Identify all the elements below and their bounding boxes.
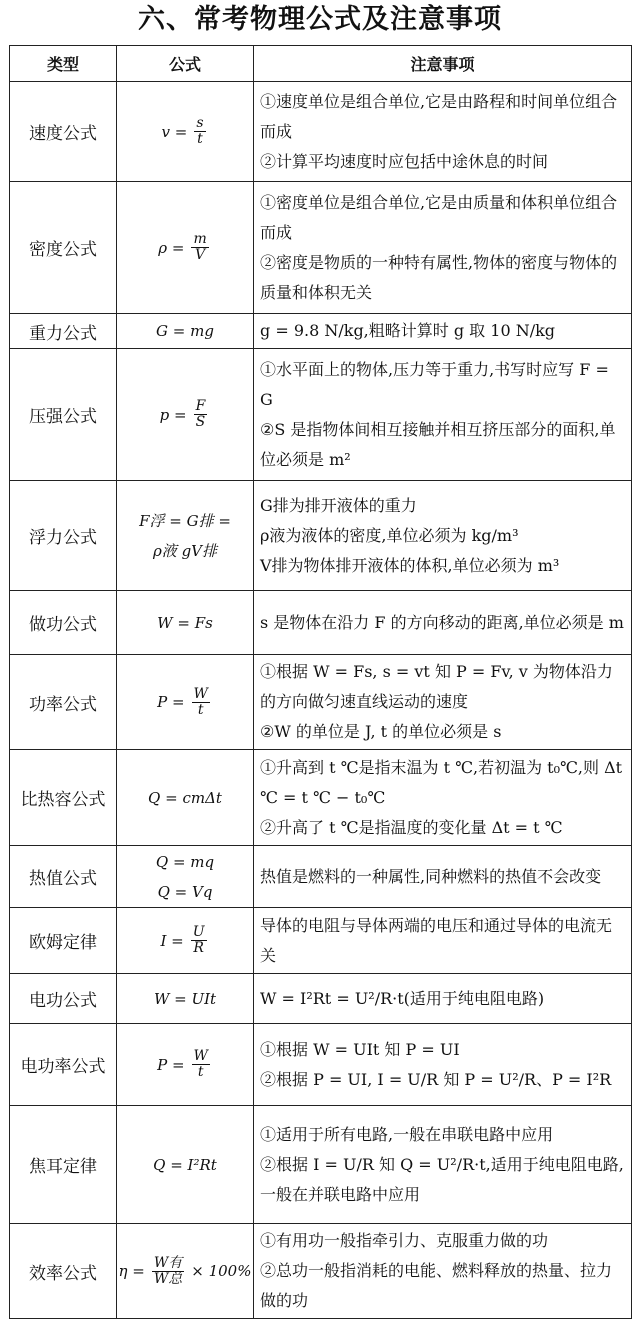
formula-type: 电功公式 bbox=[10, 974, 117, 1024]
formula-line: F浮 = G排 = bbox=[139, 511, 231, 530]
formula-fraction bbox=[191, 232, 208, 263]
formula-lhs: η = bbox=[118, 1262, 145, 1280]
formula-cell bbox=[117, 349, 254, 481]
table-row bbox=[10, 1106, 632, 1224]
formula-cell bbox=[117, 591, 254, 655]
note-line: V排为物体排开液体的体积,单位必须为 m³ bbox=[260, 555, 560, 575]
note-line: ②总功一般指消耗的电能、燃料释放的热量、拉力做的功 bbox=[260, 1261, 613, 1310]
formula-expression bbox=[119, 1256, 252, 1287]
notes-cell bbox=[254, 655, 632, 750]
header-notes: 注意事项 bbox=[254, 46, 632, 82]
formula-expression bbox=[157, 687, 213, 718]
formula-type: 欧姆定律 bbox=[10, 908, 117, 974]
note-line: g = 9.8 N/kg,粗略计算时 g 取 10 N/kg bbox=[260, 321, 556, 340]
formula-fraction bbox=[152, 1256, 184, 1287]
note-line: 导体的电阻与导体两端的电压和通过导体的电流无关 bbox=[260, 915, 613, 965]
formula-cell bbox=[117, 908, 254, 974]
note-line: ②密度是物质的一种特有属性,物体的密度与物体的质量和体积无关 bbox=[260, 252, 618, 302]
formula-text: W = UIt bbox=[153, 989, 217, 1008]
notes-cell bbox=[254, 908, 632, 974]
fraction-denominator: V bbox=[195, 247, 206, 263]
formula-line: ρ液 gV排 bbox=[152, 541, 218, 560]
table-row bbox=[10, 750, 632, 846]
formula-cell bbox=[117, 182, 254, 314]
table-row bbox=[10, 1224, 632, 1319]
table-row bbox=[10, 182, 632, 314]
formula-expression bbox=[157, 1049, 213, 1080]
formula-text: Q = I²Rt bbox=[153, 1155, 217, 1174]
fraction-denominator: t bbox=[197, 701, 204, 718]
formula-lhs: I = bbox=[160, 931, 184, 950]
notes-cell bbox=[254, 182, 632, 314]
note-line: ①有用功一般指牵引力、克服重力做的功 bbox=[260, 1231, 549, 1250]
formula-cell bbox=[117, 481, 254, 591]
note-line: ②计算平均速度时应包括中途休息的时间 bbox=[260, 151, 549, 171]
formula-fraction bbox=[194, 116, 205, 147]
table-row bbox=[10, 591, 632, 655]
formula-expression bbox=[162, 116, 209, 147]
formula-fraction bbox=[192, 687, 210, 718]
formula-lhs: p = bbox=[159, 405, 187, 424]
table-row bbox=[10, 655, 632, 750]
note-line: ①适用于所有电路,一般在串联电路中应用 bbox=[260, 1124, 554, 1144]
formula-type: 比热容公式 bbox=[10, 750, 117, 846]
note-line: ρ液为液体的密度,单位必须为 kg/m³ bbox=[260, 525, 519, 545]
note-line: ①根据 W = Fs, s = vt 知 P = Fv, v 为物体沿力的方向做匀速直线运动的速度 bbox=[260, 662, 613, 711]
table-row bbox=[10, 846, 632, 908]
notes-cell bbox=[254, 314, 632, 349]
formula-table bbox=[9, 45, 632, 1319]
formula-fraction bbox=[191, 925, 207, 956]
formula-type: 重力公式 bbox=[10, 314, 117, 349]
formula-cell bbox=[117, 1224, 254, 1319]
formula-cell bbox=[117, 846, 254, 908]
note-line: ②W 的单位是 J, t 的单位必须是 s bbox=[260, 722, 502, 741]
formula-cell bbox=[117, 314, 254, 349]
formula-lhs: ρ = bbox=[158, 238, 185, 257]
note-line: 热值是燃料的一种属性,同种燃料的热值不会改变 bbox=[260, 866, 602, 886]
fraction-numerator: s bbox=[196, 115, 204, 131]
table-row bbox=[10, 82, 632, 182]
table-row bbox=[10, 314, 632, 349]
formula-cell bbox=[117, 655, 254, 750]
table-row bbox=[10, 481, 632, 591]
formula-type: 功率公式 bbox=[10, 655, 117, 750]
table-row bbox=[10, 974, 632, 1024]
formula-line: Q = mq bbox=[155, 852, 215, 871]
note-line: ①升高到 t ℃是指末温为 t ℃,若初温为 t₀℃,则 Δt ℃ = t ℃ − t₀℃ bbox=[260, 757, 623, 807]
notes-cell bbox=[254, 481, 632, 591]
notes-cell bbox=[254, 82, 632, 182]
note-line: ①速度单位是组合单位,它是由路程和时间单位组合而成 bbox=[260, 91, 618, 141]
formula-text: W = Fs bbox=[157, 613, 213, 632]
formula-type: 焦耳定律 bbox=[10, 1106, 117, 1224]
table-row bbox=[10, 349, 632, 481]
note-line: ②根据 P = UI, I = U/R 知 P = U²/R、P = I²R bbox=[260, 1069, 612, 1089]
formula-type: 热值公式 bbox=[10, 846, 117, 908]
note-line: ②S 是指物体间相互接触并相互挤压部分的面积,单位必须是 m² bbox=[260, 419, 616, 469]
header-formula: 公式 bbox=[117, 46, 254, 82]
fraction-numerator: W bbox=[193, 685, 208, 702]
fraction-numerator: F bbox=[195, 398, 206, 414]
table-row bbox=[10, 1024, 632, 1106]
table-header-row bbox=[10, 46, 632, 82]
fraction-numerator: W有 bbox=[153, 1254, 183, 1271]
notes-cell bbox=[254, 1106, 632, 1224]
notes-cell bbox=[254, 1224, 632, 1319]
note-line: ②根据 I = U/R 知 Q = U²/R·t,适用于纯电阻电路,一般在并联电路中应用 bbox=[260, 1154, 624, 1204]
table-row bbox=[10, 908, 632, 974]
note-line: W = I²Rt = U²/R·t(适用于纯电阻电路) bbox=[260, 988, 545, 1008]
fraction-denominator: t bbox=[197, 1064, 204, 1080]
formula-type: 密度公式 bbox=[10, 182, 117, 314]
note-line: G排为排开液体的重力 bbox=[260, 495, 417, 515]
formula-lhs: v = bbox=[161, 122, 188, 141]
header-type: 类型 bbox=[10, 46, 117, 82]
fraction-numerator: W bbox=[193, 1048, 208, 1064]
formula-rhs: × 100% bbox=[191, 1262, 252, 1280]
notes-cell bbox=[254, 846, 632, 908]
formula-text: G = mg bbox=[156, 322, 214, 340]
formula-line: Q = Vq bbox=[157, 882, 213, 901]
formula-lhs: P = bbox=[157, 1055, 185, 1074]
formula-type: 电功率公式 bbox=[10, 1024, 117, 1106]
formula-text: Q = cmΔt bbox=[148, 788, 222, 807]
fraction-numerator: m bbox=[193, 231, 207, 247]
formula-type: 做功公式 bbox=[10, 591, 117, 655]
notes-cell bbox=[254, 750, 632, 846]
note-line: ①水平面上的物体,压力等于重力,书写时应写 F = G bbox=[260, 359, 609, 409]
formula-cell bbox=[117, 1024, 254, 1106]
note-line: ①根据 W = UIt 知 P = UI bbox=[260, 1039, 460, 1059]
formula-type: 浮力公式 bbox=[10, 481, 117, 591]
note-line: s 是物体在沿力 F 的方向移动的距离,单位必须是 m bbox=[260, 612, 624, 632]
formula-cell bbox=[117, 1106, 254, 1224]
fraction-denominator: S bbox=[195, 414, 206, 430]
formula-cell bbox=[117, 82, 254, 182]
fraction-numerator: U bbox=[192, 924, 205, 940]
fraction-denominator: R bbox=[193, 940, 204, 956]
fraction-denominator: W总 bbox=[153, 1270, 183, 1287]
notes-cell bbox=[254, 974, 632, 1024]
fraction-denominator: t bbox=[197, 131, 203, 147]
formula-fraction bbox=[192, 1049, 210, 1080]
formula-expression bbox=[158, 232, 211, 263]
formula-lhs: P = bbox=[157, 693, 185, 711]
formula-expression bbox=[160, 399, 211, 430]
formula-type: 速度公式 bbox=[10, 82, 117, 182]
page-title: 六、常考物理公式及注意事项 bbox=[138, 4, 502, 35]
notes-cell bbox=[254, 1024, 632, 1106]
formula-fraction bbox=[194, 399, 208, 430]
formula-type: 效率公式 bbox=[10, 1224, 117, 1319]
note-line: ②升高了 t ℃是指温度的变化量 Δt = t ℃ bbox=[260, 817, 563, 837]
notes-cell bbox=[254, 349, 632, 481]
note-line: ①密度单位是组合单位,它是由质量和体积单位组合而成 bbox=[260, 192, 618, 242]
formula-cell bbox=[117, 974, 254, 1024]
formula-expression bbox=[160, 925, 209, 956]
formula-cell bbox=[117, 750, 254, 846]
notes-cell bbox=[254, 591, 632, 655]
formula-type: 压强公式 bbox=[10, 349, 117, 481]
